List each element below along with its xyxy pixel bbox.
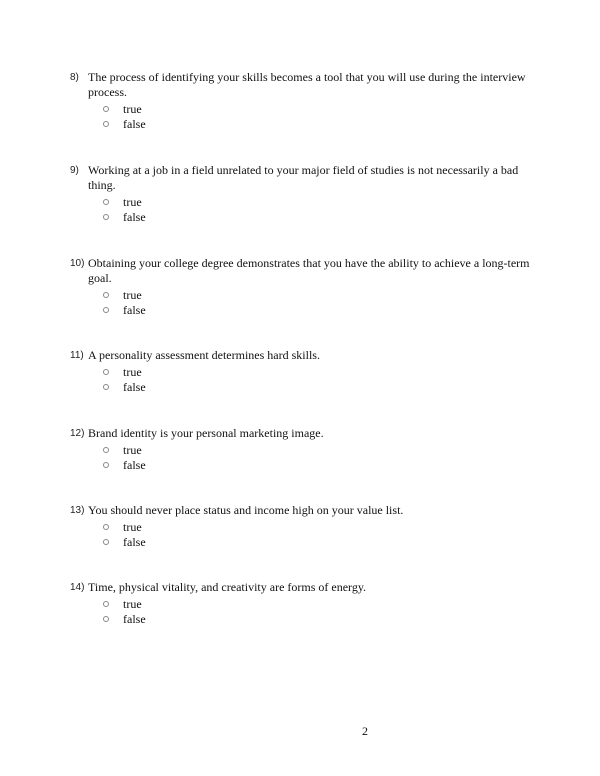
radio-icon[interactable]: [103, 307, 109, 313]
radio-icon[interactable]: [103, 601, 109, 607]
option-label: false: [123, 117, 146, 131]
option-false[interactable]: [103, 303, 540, 318]
question-14: [70, 580, 540, 627]
radio-icon[interactable]: [103, 106, 109, 112]
option-label: false: [123, 380, 146, 394]
option-true[interactable]: [103, 443, 540, 458]
option-true[interactable]: [103, 365, 540, 380]
question-10: [70, 256, 540, 318]
answer-options: [103, 288, 540, 318]
question-text: Obtaining your college degree demonstrates that you have the ability to achieve a long-term goal.: [88, 256, 530, 285]
option-true[interactable]: [103, 520, 540, 535]
question-12: [70, 426, 540, 473]
option-label: false: [123, 303, 146, 317]
option-label: false: [123, 535, 146, 549]
question-text: Brand identity is your personal marketing image.: [88, 426, 324, 440]
option-label: true: [123, 520, 142, 534]
option-false[interactable]: [103, 612, 540, 627]
answer-options: [103, 520, 540, 550]
option-label: true: [123, 288, 142, 302]
question-text: A personality assessment determines hard skills.: [88, 348, 320, 362]
radio-icon[interactable]: [103, 524, 109, 530]
radio-icon[interactable]: [103, 214, 109, 220]
question-text: You should never place status and income high on your value list.: [88, 503, 404, 517]
option-true[interactable]: [103, 102, 540, 117]
question-number: 14): [70, 582, 85, 593]
radio-icon[interactable]: [103, 369, 109, 375]
radio-icon[interactable]: [103, 616, 109, 622]
option-label: true: [123, 443, 142, 457]
option-false[interactable]: [103, 117, 540, 132]
question-13: [70, 503, 540, 550]
radio-icon[interactable]: [103, 462, 109, 468]
question-number: 12): [70, 428, 85, 439]
question-text: Time, physical vitality, and creativity are forms of energy.: [88, 580, 367, 594]
answer-options: [103, 195, 540, 225]
option-label: false: [123, 210, 146, 224]
question-9: [70, 163, 540, 225]
question-number: 9): [70, 165, 79, 176]
answer-options: [103, 597, 540, 627]
question-8: [70, 70, 540, 132]
answer-options: [103, 443, 540, 473]
page-number: 2: [362, 724, 368, 738]
answer-options: [103, 102, 540, 132]
option-label: true: [123, 195, 142, 209]
question-text: Working at a job in a field unrelated to your major field of studies is not necessarily a bad thing.: [88, 163, 519, 192]
question-number: 13): [70, 505, 85, 516]
option-true[interactable]: [103, 195, 540, 210]
question-11: [70, 348, 540, 395]
option-false[interactable]: [103, 458, 540, 473]
option-true[interactable]: [103, 597, 540, 612]
radio-icon[interactable]: [103, 199, 109, 205]
option-label: true: [123, 365, 142, 379]
radio-icon[interactable]: [103, 292, 109, 298]
option-label: false: [123, 612, 146, 626]
option-label: false: [123, 458, 146, 472]
radio-icon[interactable]: [103, 384, 109, 390]
question-number: 8): [70, 72, 79, 83]
option-false[interactable]: [103, 535, 540, 550]
question-number: 11): [70, 350, 84, 361]
answer-options: [103, 365, 540, 395]
option-label: true: [123, 597, 142, 611]
question-number: 10): [70, 258, 85, 269]
option-false[interactable]: [103, 210, 540, 225]
radio-icon[interactable]: [103, 121, 109, 127]
option-true[interactable]: [103, 288, 540, 303]
option-label: true: [123, 102, 142, 116]
radio-icon[interactable]: [103, 539, 109, 545]
question-text: The process of identifying your skills becomes a tool that you will use during the interview process.: [88, 70, 526, 99]
option-false[interactable]: [103, 380, 540, 395]
radio-icon[interactable]: [103, 447, 109, 453]
